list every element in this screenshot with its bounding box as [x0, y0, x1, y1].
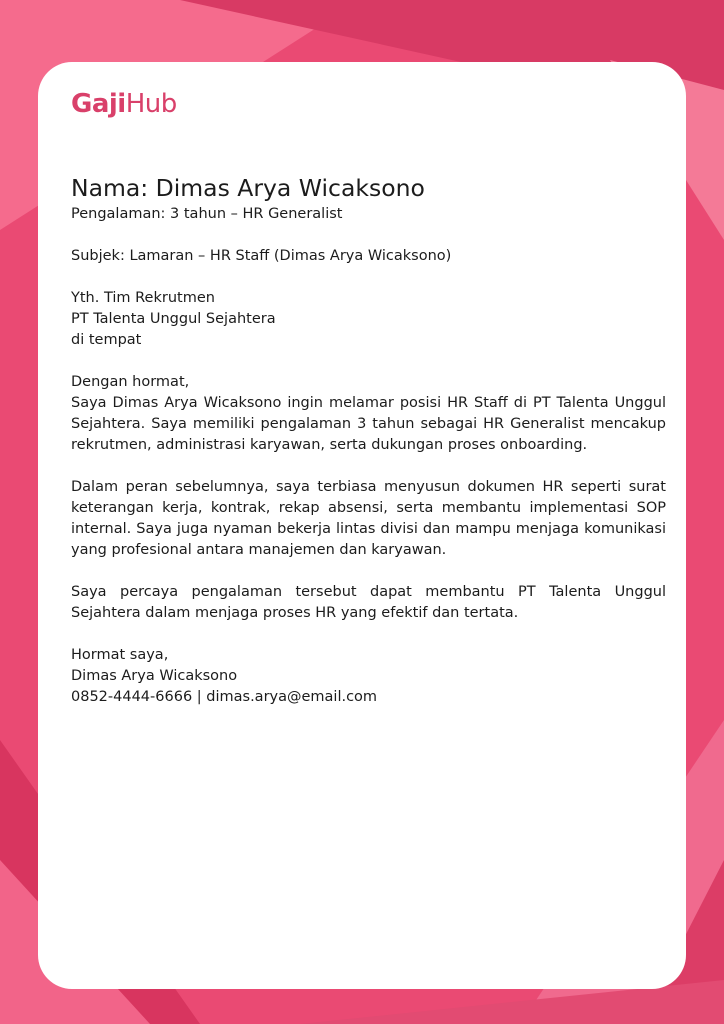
logo-text-bold: Gaji: [71, 89, 126, 119]
applicant-name: Nama: Dimas Arya Wicaksono: [71, 174, 425, 202]
logo-text-light: Hub: [125, 89, 177, 119]
letter-card: [38, 62, 686, 989]
recipient-line: di tempat: [71, 332, 142, 348]
body-paragraph: Dalam peran sebelumnya, saya terbiasa menyusun dokumen HR seperti surat keterangan kerja, kontrak, rekap absensi, serta membantu implementasi SOP internal. Saya juga nyaman bekerja lintas divisi dan mampu menjaga komunikasi yang profesional antara manajemen dan karyawan.: [71, 479, 666, 558]
gajihub-logo: [71, 84, 666, 124]
greeting: Dengan hormat,: [71, 374, 190, 390]
signature-block: [71, 645, 666, 708]
recipient-line: PT Talenta Unggul Sejahtera: [71, 311, 276, 327]
signature-name: Dimas Arya Wicaksono: [71, 668, 238, 684]
experience-line: Pengalaman: 3 tahun – HR Generalist: [71, 206, 343, 222]
subject-line: Subjek: Lamaran – HR Staff (Dimas Arya Wicaksono): [71, 248, 452, 264]
cover-letter: [71, 173, 666, 708]
recipient-block: [71, 288, 666, 351]
body-paragraph: Saya Dimas Arya Wicaksono ingin melamar posisi HR Staff di PT Talenta Unggul Sejahtera. Saya memiliki pengalaman 3 tahun sebagai HR Generalist mencakup rekrutmen, administrasi karyawan, serta dukungan proses onboarding.: [71, 395, 666, 453]
closing: Hormat saya,: [71, 647, 169, 663]
recipient-line: Yth. Tim Rekrutmen: [71, 290, 215, 306]
contact-info: 0852-4444-6666 | dimas.arya@email.com: [71, 689, 378, 705]
body-paragraph: Saya percaya pengalaman tersebut dapat membantu PT Talenta Unggul Sejahtera dalam menjaga proses HR yang efektif dan tertata.: [71, 584, 666, 621]
